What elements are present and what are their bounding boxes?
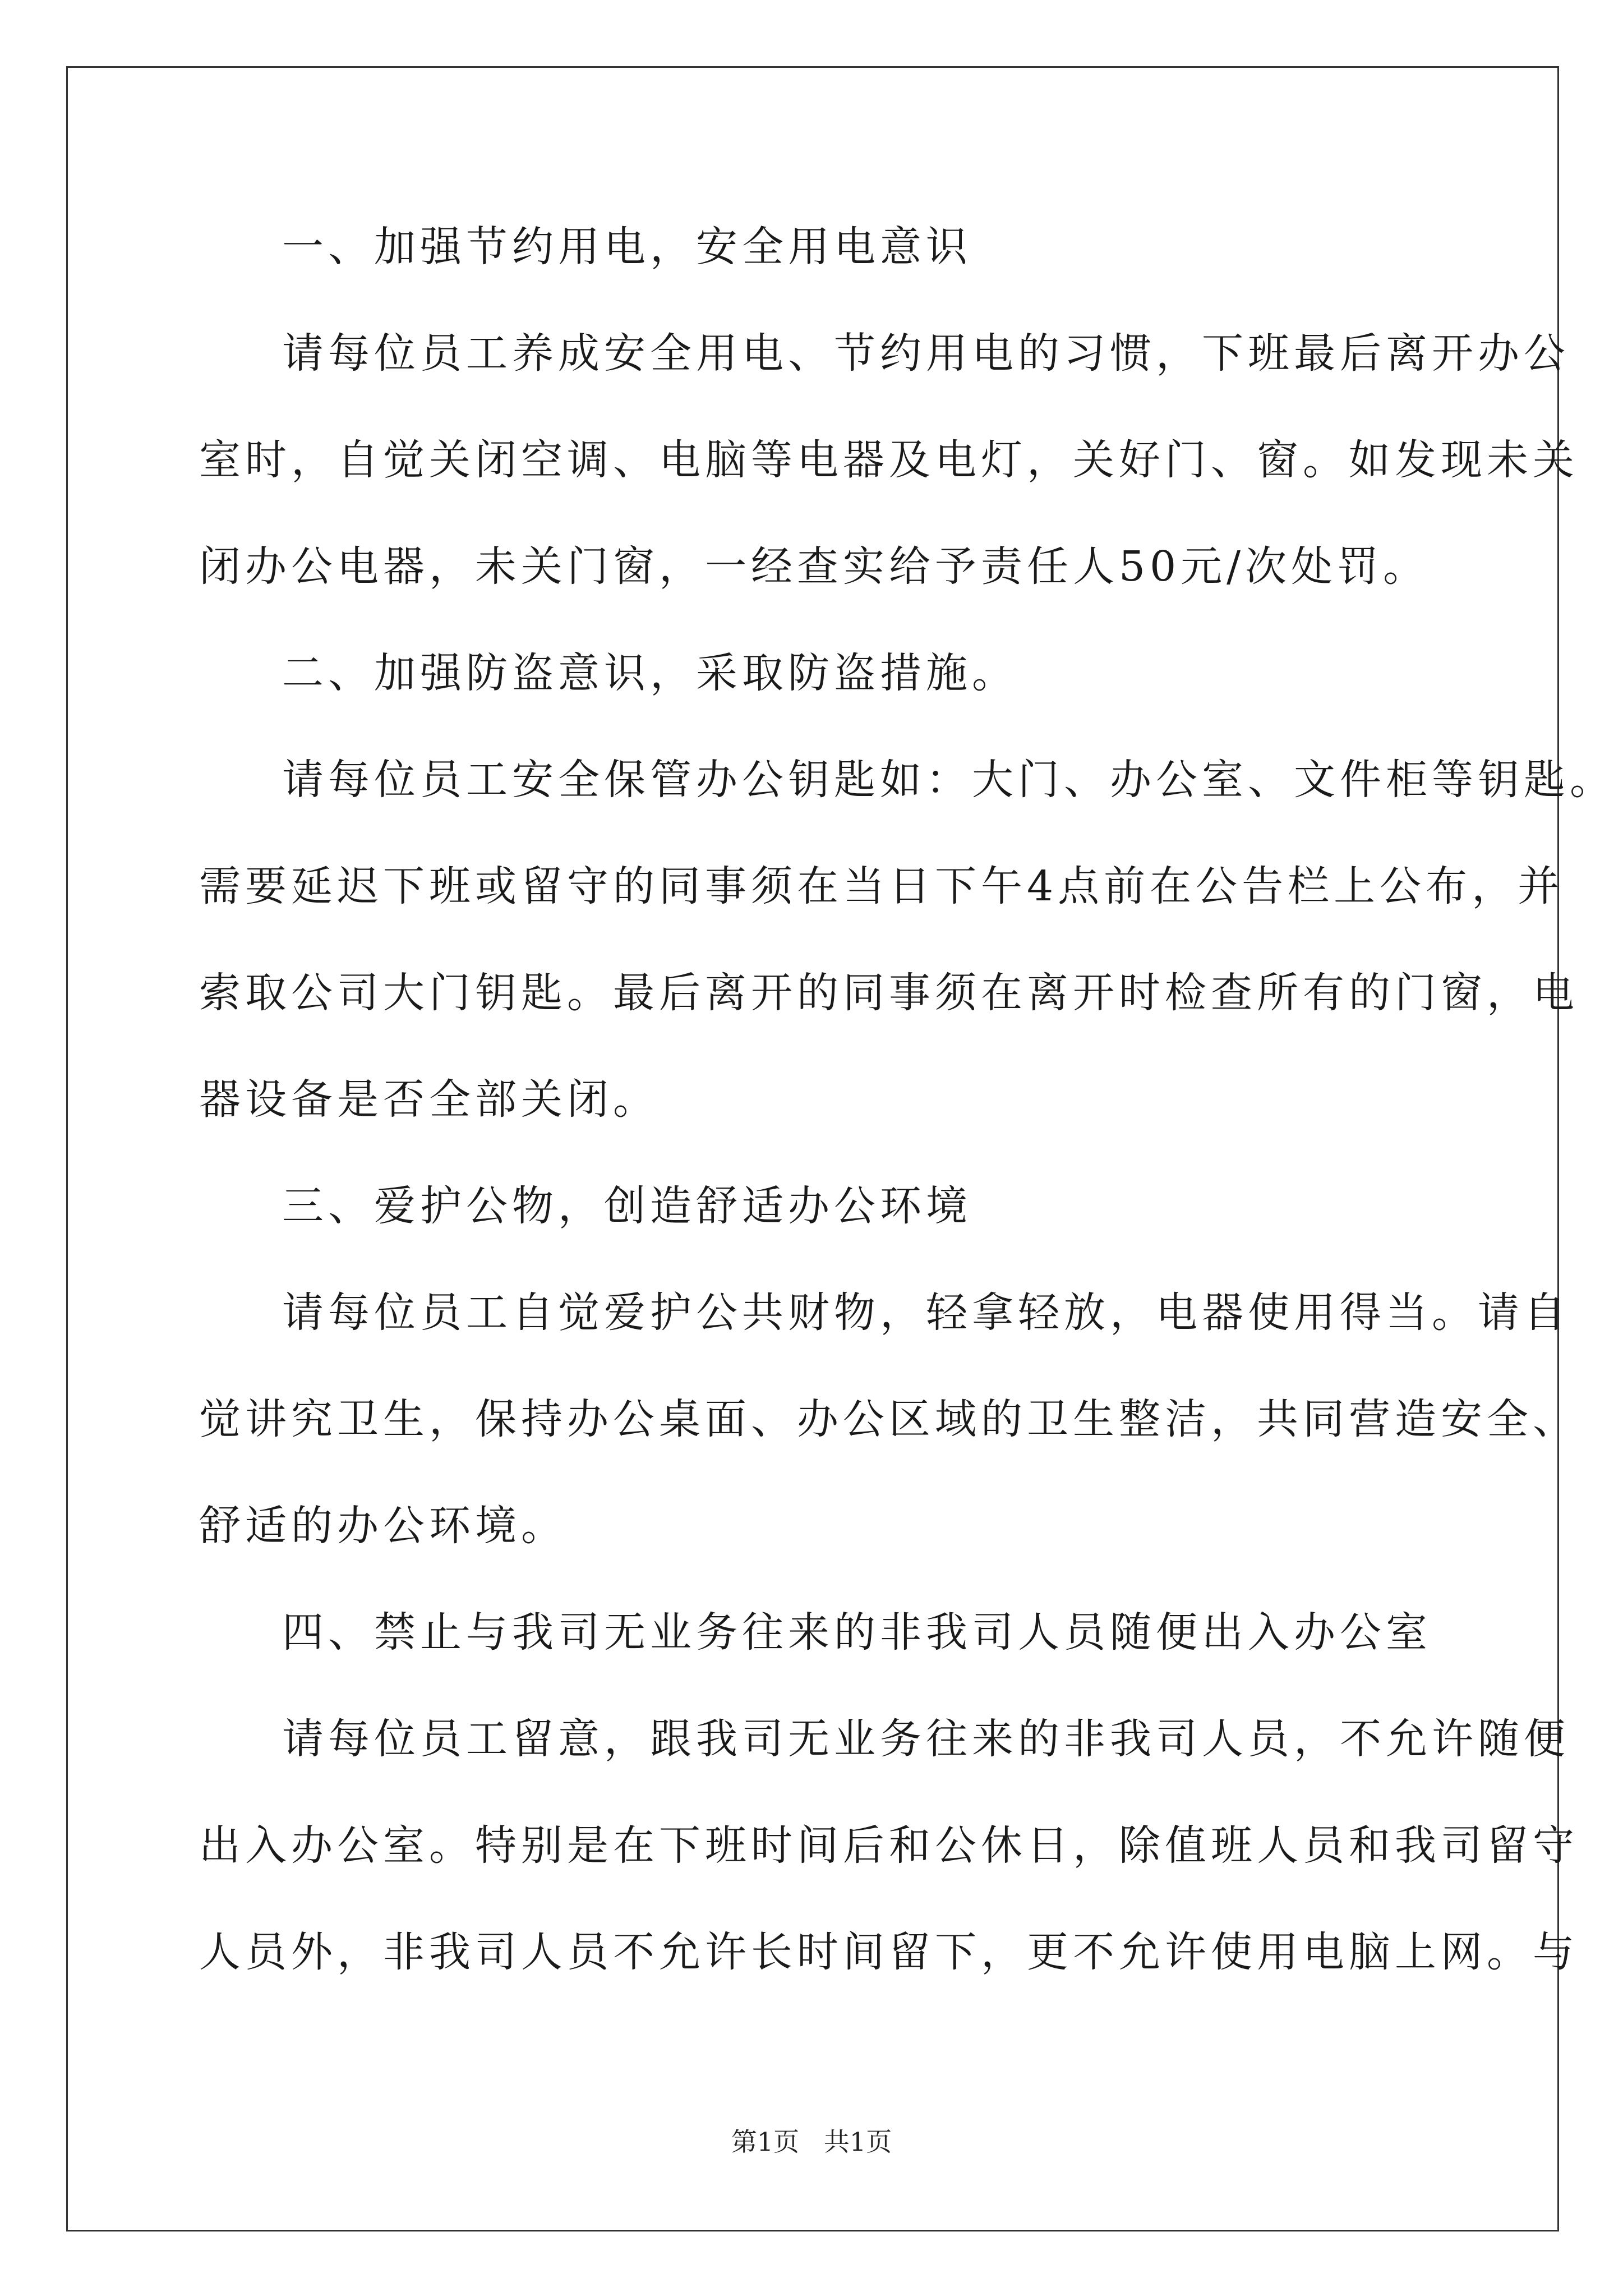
paragraph-line: 请每位员工安全保管办公钥匙如：大门、办公室、文件柜等钥匙。 [282,756,1616,804]
page-border [66,66,1559,2231]
paragraph-line: 请每位员工留意，跟我司无业务往来的非我司人员，不允许随便 [282,1715,1570,1763]
paragraph-line: 觉讲究卫生，保持办公桌面、办公区域的卫生整洁，共同营造安全、 [199,1395,1579,1443]
paragraph-line: 索取公司大门钥匙。最后离开的同事须在离开时检查所有的门窗，电 [199,969,1579,1017]
heading-4: 四、禁止与我司无业务往来的非我司人员随便出入办公室 [282,1608,1432,1657]
paragraph-line: 请每位员工养成安全用电、节约用电的习惯，下班最后离开办公 [282,329,1570,378]
paragraph-line: 舒适的办公环境。 [199,1502,567,1550]
paragraph-line: 器设备是否全部关闭。 [199,1075,659,1124]
heading-3: 三、爱护公物，创造舒适办公环境 [282,1182,972,1230]
paragraph-line: 出入办公室。特别是在下班时间后和公休日，除值班人员和我司留守 [199,1821,1579,1870]
paragraph-line: 室时，自觉关闭空调、电脑等电器及电灯，关好门、窗。如发现未关 [199,436,1579,484]
heading-2: 二、加强防盗意识，采取防盗措施。 [282,649,1018,697]
page-footer: 第1页 共1页 [731,2127,892,2157]
heading-1: 一、加强节约用电，安全用电意识 [282,223,972,271]
paragraph-line: 请每位员工自觉爱护公共财物，轻拿轻放，电器使用得当。请自 [282,1289,1570,1337]
paragraph-line: 闭办公电器，未关门窗，一经查实给予责任人50元/次处罚。 [199,542,1430,591]
paragraph-line: 需要延迟下班或留守的同事须在当日下午4点前在公告栏上公布，并 [199,862,1564,910]
paragraph-line: 人员外，非我司人员不允许长时间留下，更不允许使用电脑上网。与 [199,1928,1579,1976]
